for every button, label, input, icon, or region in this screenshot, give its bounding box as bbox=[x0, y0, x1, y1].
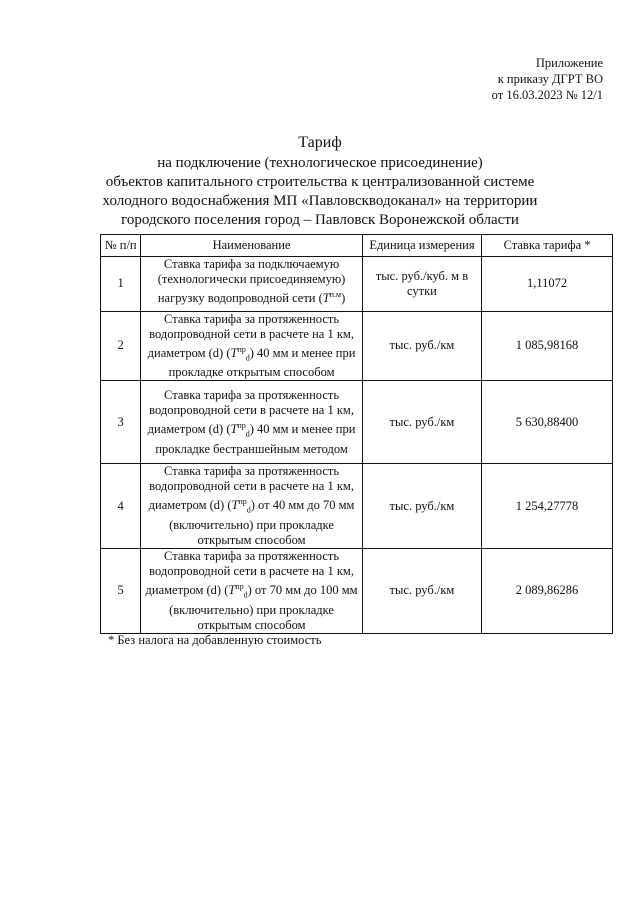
row-unit: тыс. руб./куб. м в сутки bbox=[362, 257, 481, 312]
row-name bbox=[141, 548, 362, 633]
table-row bbox=[101, 257, 613, 312]
tariff-symbol: $Т^{пр}_d$ bbox=[231, 497, 251, 515]
table-row bbox=[101, 548, 613, 633]
table-header-row bbox=[101, 235, 613, 257]
row-name-text: Ставка тарифа за подключаемую (технологически присоединяемую) нагрузку водопроводной сети ( bbox=[157, 257, 346, 306]
table-row bbox=[101, 381, 613, 464]
row-name bbox=[141, 464, 362, 549]
tariff-symbol: $Т^{пр}_d$ bbox=[228, 581, 248, 600]
row-unit: тыс. руб./км bbox=[362, 381, 481, 464]
appendix-order-reference: к приказу ДГРТ ВО bbox=[497, 72, 603, 86]
header-name: Наименование bbox=[141, 235, 362, 257]
row-name-text-end: ) от 40 мм до 70 мм (включительно) при прокладке открытым способом bbox=[169, 498, 355, 547]
appendix-order-date-number: от 16.03.2023 № 12/1 bbox=[491, 88, 603, 102]
row-number: 3 bbox=[101, 381, 141, 464]
row-name bbox=[141, 311, 362, 381]
row-rate: 2 089,86286 bbox=[482, 548, 613, 633]
table-row bbox=[101, 311, 613, 381]
row-unit: тыс. руб./км bbox=[362, 311, 481, 381]
row-rate: 1 254,27778 bbox=[482, 464, 613, 549]
row-rate: 1,11072 bbox=[482, 257, 613, 312]
row-unit: тыс. руб./км bbox=[362, 548, 481, 633]
tariff-table bbox=[100, 234, 613, 634]
row-rate: 5 630,88400 bbox=[482, 381, 613, 464]
title-line-3: холодного водоснабжения МП «Павловскводоканал» на территории bbox=[102, 193, 538, 209]
header-unit: Единица измерения bbox=[362, 235, 481, 257]
tariff-symbol: $Т^{пр}_d$ bbox=[230, 420, 250, 439]
header-rate: Ставка тарифа * bbox=[482, 235, 613, 257]
tariff-symbol: $Т^{п.м}$ bbox=[322, 290, 342, 306]
document-title bbox=[0, 133, 640, 230]
row-name bbox=[141, 381, 362, 464]
appendix-label: Приложение bbox=[535, 56, 603, 70]
row-name-text: Ставка тарифа за протяженность водопроводной сети в расчете на 1 км, диаметром (d) ( bbox=[147, 387, 354, 437]
title-line-2: объектов капитального строительства к централизованной системе bbox=[105, 174, 535, 190]
tariff-symbol: $Т^{пр}_d$ bbox=[230, 344, 250, 363]
row-unit: тыс. руб./км bbox=[362, 464, 481, 549]
row-name-text-end: ) bbox=[341, 291, 346, 306]
row-number: 5 bbox=[101, 548, 141, 633]
row-name bbox=[141, 257, 362, 312]
row-name-text: Ставка тарифа за протяженность водопроводной сети в расчете на 1 км, диаметром (d) ( bbox=[148, 464, 354, 513]
row-number: 4 bbox=[101, 464, 141, 549]
title-line-4: городского поселения город – Павловск Воронежской области bbox=[121, 212, 519, 228]
row-rate: 1 085,98168 bbox=[482, 311, 613, 381]
title-heading: Тариф bbox=[298, 134, 342, 151]
row-name-text: Ставка тарифа за протяженность водопроводной сети в расчете на 1 км, диаметром (d) ( bbox=[147, 311, 354, 360]
row-number: 1 bbox=[101, 257, 141, 312]
appendix-block bbox=[492, 55, 603, 103]
row-name-text-end: ) от 70 мм до 100 мм (включительно) при прокладке открытым способом bbox=[169, 583, 358, 632]
table-row bbox=[101, 464, 613, 549]
header-number: № п/п bbox=[101, 235, 141, 257]
row-number: 2 bbox=[101, 311, 141, 381]
row-name-text-end: ) 40 мм и менее при прокладке открытым способом bbox=[168, 345, 356, 380]
row-name-text-end: ) 40 мм и менее при прокладке бестраншейным методом bbox=[155, 422, 356, 456]
title-line-1: на подключение (технологическое присоединение) bbox=[157, 155, 483, 171]
footnote: * Без налога на добавленную стоимость bbox=[108, 633, 322, 647]
row-name-text: Ставка тарифа за протяженность водопроводной сети в расчете на 1 км, диаметром (d) ( bbox=[145, 548, 354, 598]
